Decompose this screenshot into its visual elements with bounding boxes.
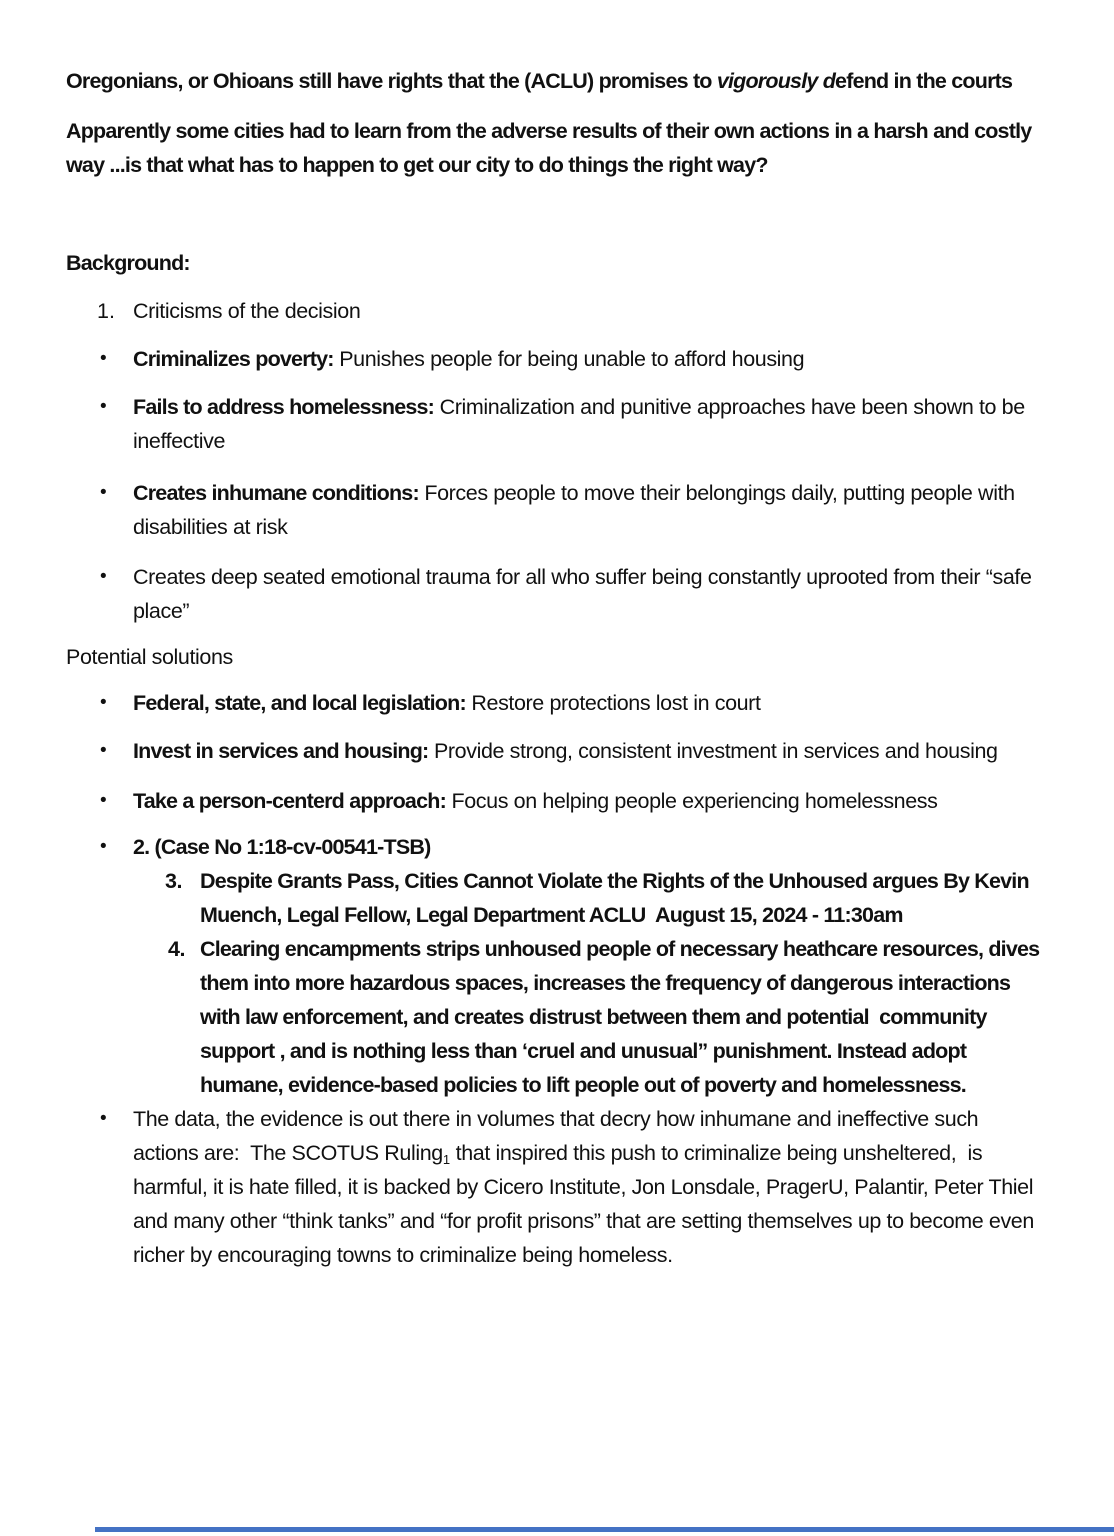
solution-rest: Focus on helping people experiencing homelessness xyxy=(445,789,938,813)
criticism-rest: Criminalization and punitive approaches have been shown to be ineffective xyxy=(133,395,1031,453)
bullet-icon: • xyxy=(100,836,107,857)
data-evidence-text-pre: The data, the evidence is out there in volumes that decry how inhumane and ineffective such actions are: The SCOTUS Ruling xyxy=(133,1107,984,1165)
nested-item-4-clearing-encampments xyxy=(66,932,1048,1102)
data-evidence-bullet xyxy=(66,1102,1048,1272)
criticism-bullet-1 xyxy=(66,342,1048,376)
criticism-bullet-2 xyxy=(66,390,1048,458)
intro-p1-text-pre: Oregonians, or Ohioans still have rights that the (ACLU) promises to xyxy=(66,69,717,93)
nested-item-3-text: Despite Grants Pass, Cities Cannot Violate the Rights of the Unhoused argues By Kevin Muench, Legal Fellow, Legal Department ACLU August 15, 2024 - 11:30am xyxy=(200,869,1035,927)
bullet-icon: • xyxy=(100,396,107,417)
data-evidence-text-post: that inspired this push to criminalize being unsheltered, is harmful, it is hate filled, it is backed by Cicero Institute, Jon Lonsdale, PragerU, Palantir, Peter Thiel and many other “think tanks” and “for profit prisons” that are setting themselves up to become even richer by encouraging towns to criminalize being homeless. xyxy=(133,1141,1040,1267)
intro-p1-text-post: efend in the courts xyxy=(835,69,1013,93)
intro-p1-text-italic: vigorously d xyxy=(716,69,836,93)
document-content xyxy=(66,64,1048,1272)
criticism-rest: Creates deep seated emotional trauma for all who suffer being constantly uprooted from their “safe place” xyxy=(133,565,1038,623)
solution-bullet-2 xyxy=(66,734,1048,768)
criticism-rest: Forces people to move their belongings daily, putting people with disabilities at risk xyxy=(133,481,1021,539)
numbered-item-criticisms xyxy=(66,294,1048,328)
criticism-lead: Creates inhumane conditions: xyxy=(133,481,419,505)
criticism-bullet-4 xyxy=(66,560,1048,628)
solution-rest: Provide strong, consistent investment in services and housing xyxy=(428,739,998,763)
footnote-reference-marker: 1 xyxy=(442,1152,451,1167)
numbered-item-text: Criticisms of the decision xyxy=(133,299,361,323)
criticism-lead: Fails to address homelessness: xyxy=(133,395,435,419)
bullet-icon: • xyxy=(100,740,107,761)
bullet-icon: • xyxy=(100,566,107,587)
nested-item-4-text: Clearing encampments strips unhoused people of necessary heathcare resources, dives them into more hazardous spaces, increases the frequency of dangerous interactions with law enforcement, and creates distrust between them and potential community support , and is nothing less than ‘cruel and unusual” punishment. Instead adopt humane, evidence-based policies to lift people out of poverty and homelessness. xyxy=(200,937,1045,1097)
case-number-label: 2. (Case No 1:18-cv-00541-TSB) xyxy=(133,835,431,859)
solution-lead: Take a person-centerd approach: xyxy=(133,789,446,813)
list-number: 3. xyxy=(165,869,182,893)
nested-item-3-aclu-article xyxy=(66,864,1048,932)
list-number: 1. xyxy=(97,299,115,323)
bullet-icon: • xyxy=(100,692,107,713)
intro-paragraph-1 xyxy=(66,64,1048,98)
solutions-heading: Potential solutions xyxy=(66,645,233,669)
solution-bullet-1 xyxy=(66,686,1048,720)
criticism-rest: Punishes people for being unable to afford housing xyxy=(333,347,805,371)
bullet-icon: • xyxy=(100,1108,107,1129)
bullet-icon: • xyxy=(100,482,107,503)
bullet-icon: • xyxy=(100,790,107,811)
solution-lead: Federal, state, and local legislation: xyxy=(133,691,466,715)
bullet-icon: • xyxy=(100,348,107,369)
solution-rest: Restore protections lost in court xyxy=(465,691,761,715)
footnote-separator-line xyxy=(95,1527,1114,1532)
intro-paragraph-2: Apparently some cities had to learn from the adverse results of their own actions in a harsh and costly way ...is that what has to happen to get our city to do things the right way? xyxy=(66,119,1037,177)
background-heading: Background: xyxy=(66,251,190,275)
criticism-lead: Criminalizes poverty: xyxy=(133,347,334,371)
solution-bullet-3 xyxy=(66,784,1048,818)
list-number: 4. xyxy=(168,937,185,961)
solution-lead: Invest in services and housing: xyxy=(133,739,429,763)
case-number-bullet xyxy=(66,830,1048,864)
criticism-bullet-3 xyxy=(66,476,1048,544)
